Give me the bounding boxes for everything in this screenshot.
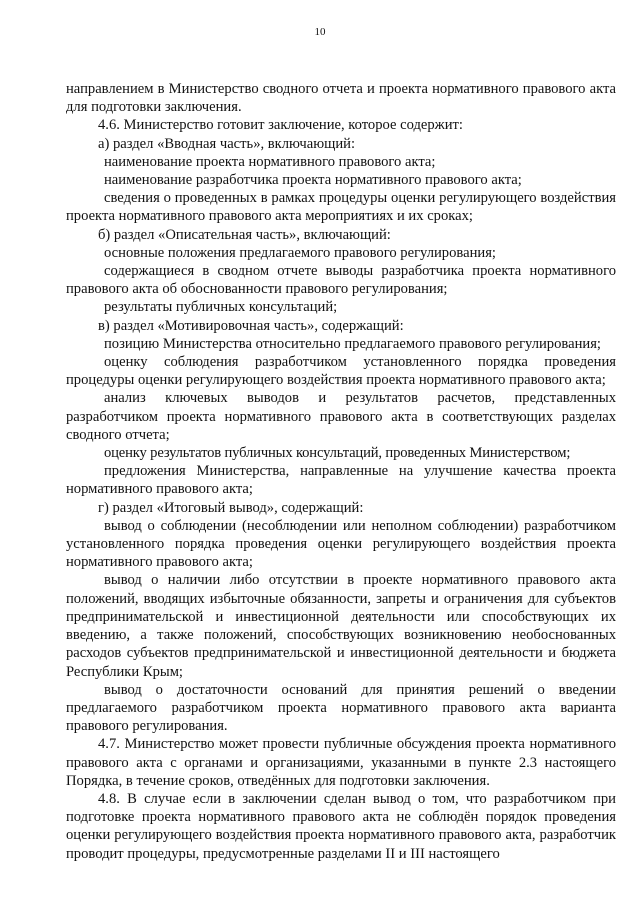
list-item: оценку соблюдения разработчиком установленного порядка проведения процедуры оценки регулирующего воздействия проекта нормативного правового акта; bbox=[66, 354, 616, 389]
clause-4-6: 4.6. Министерство готовит заключение, которое содержит: bbox=[98, 117, 463, 134]
document-body bbox=[66, 80, 616, 863]
list-item: вывод о достаточности оснований для принятия решений о введении предлагаемого разработчиком проекта нормативного правового акта варианта правового регулирования. bbox=[66, 681, 616, 735]
list-item: основные положения предлагаемого правового регулирования; bbox=[104, 244, 496, 261]
list-item: анализ ключевых выводов и результатов расчетов, представленных разработчиком проекта нормативного правового акта в соответствующих разделах сводного отчета; bbox=[66, 390, 616, 443]
list-item: вывод о соблюдении (несоблюдении или неполном соблюдении) разработчиком установленного порядка проведения оценки регулирующего воздействия проекта нормативного правового акта; bbox=[66, 517, 616, 571]
paragraph-continuation: направлением в Министерство сводного отчета и проекта нормативного правового акта для подготовки заключения. bbox=[66, 81, 616, 116]
list-item: оценку результатов публичных консультаций, проведенных Министерством; bbox=[104, 445, 571, 462]
list-item: содержащиеся в сводном отчете выводы разработчика проекта нормативного правового акта об обоснованности правового регулирования; bbox=[66, 263, 616, 298]
list-item: сведения о проведенных в рамках процедуры оценки регулирующего воздействия проекта нормативного правового акта мероприятиях и их сроках; bbox=[66, 190, 616, 225]
list-item: вывод о наличии либо отсутствии в проекте нормативного правового акта положений, вводящих избыточные обязанности, запреты и ограничения для субъектов предпринимательской и инвестиционной деятельности или способствующих их введению, а также положений, способствующих возникновению необоснованных расходов субъектов предпринимательской и инвестиционной деятельности и бюджета Республики Крым; bbox=[66, 572, 616, 680]
list-item: результаты публичных консультаций; bbox=[104, 299, 338, 316]
clause-4-8: 4.8. В случае если в заключении сделан вывод о том, что разработчиком при подготовке проекта нормативного правового акта не соблюдён порядок проведения оценки регулирующего воздействия проекта нормативного правового акта, разработчик проводит процедуры, предусмотренные разделами II и III настоящего bbox=[66, 790, 616, 862]
clause-4-7: 4.7. Министерство может провести публичные обсуждения проекта нормативного правового акта с органами и организациями, указанными в пункте 2.3 настоящего Порядка, в течение сроков, отведённых для подготовки заключения. bbox=[66, 736, 616, 789]
subsection-v-heading: в) раздел «Мотивировочная часть», содержащий: bbox=[98, 317, 404, 334]
subsection-b-heading: б) раздел «Описательная часть», включающий: bbox=[98, 226, 391, 243]
list-item: предложения Министерства, направленные на улучшение качества проекта нормативного правового акта; bbox=[66, 463, 616, 498]
list-item: позицию Министерства относительно предлагаемого правового регулирования; bbox=[104, 335, 601, 352]
subsection-a-heading: а) раздел «Вводная часть», включающий: bbox=[98, 135, 356, 152]
list-item: наименование проекта нормативного правового акта; bbox=[104, 153, 436, 170]
page-number: 10 bbox=[314, 26, 326, 38]
list-item: наименование разработчика проекта нормативного правового акта; bbox=[104, 172, 522, 189]
subsection-g-heading: г) раздел «Итоговый вывод», содержащий: bbox=[98, 499, 364, 516]
